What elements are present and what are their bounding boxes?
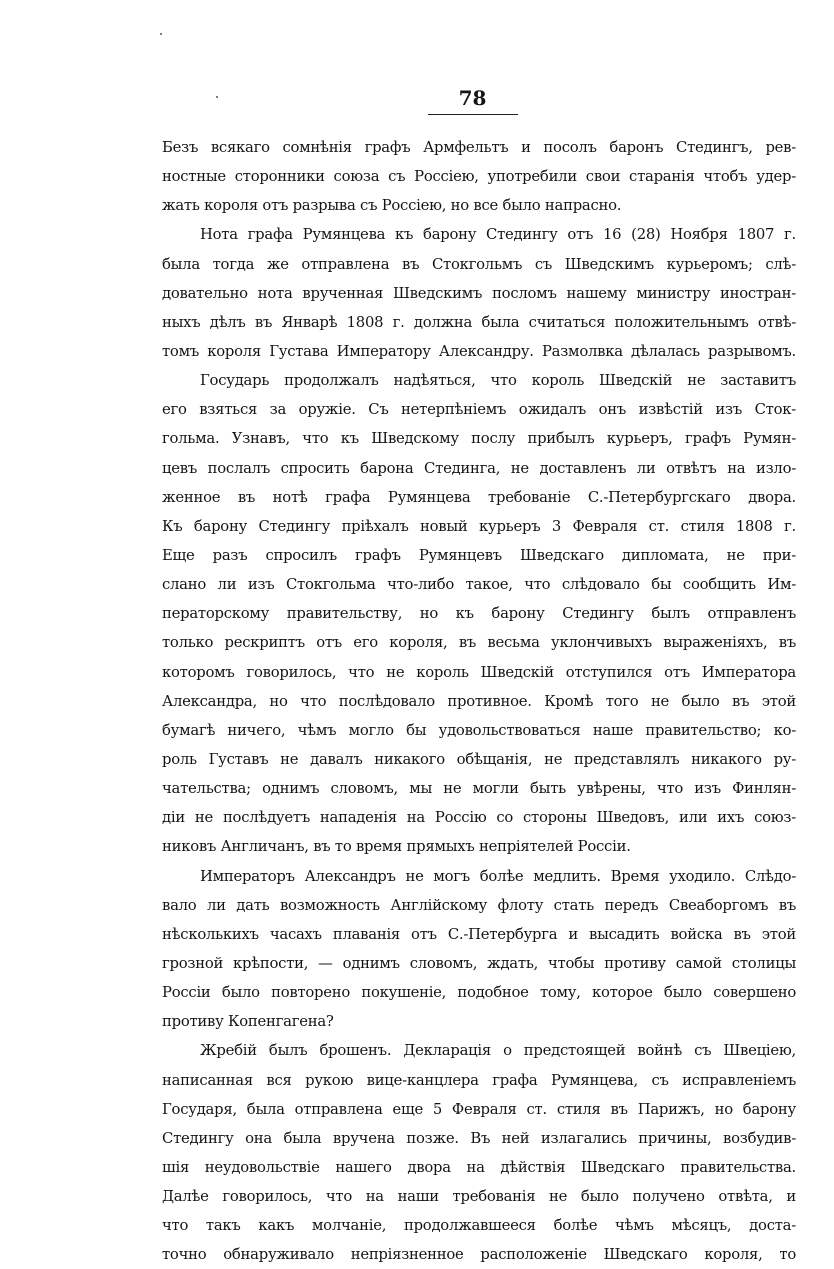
text-line: ностные сторонники союза съ Россіею, употребили свои старанія чтобъ удер- <box>162 168 796 186</box>
text-line: никовъ Англичанъ, въ то время прямыхъ непріятелей Россіи. <box>162 838 631 856</box>
text-line: бумагѣ ничего, чѣмъ могло бы удовольствоваться наше правительство; ко- <box>162 721 796 739</box>
text-line: Еще разъ спросилъ графъ Румянцевъ Шведскаго дипломата, не при- <box>162 546 796 564</box>
text-line: Нота графа Румянцева къ барону Стедингу отъ 16 (28) Ноября 1807 г. <box>200 226 796 244</box>
text-line: что такъ какъ молчаніе, продолжавшееся болѣе чѣмъ мѣсяцъ, доста- <box>162 1217 796 1235</box>
text-line: слано ли изъ Стокгольма что-либо такое, что слѣдовало бы сообщить Им- <box>162 576 796 594</box>
text-line: вало ли дать возможность Англійскому флоту стать передъ Свеаборгомъ въ <box>162 896 796 914</box>
text-line: его взяться за оружіе. Съ нетерпѣніемъ ожидалъ онъ извѣстій изъ Сток- <box>162 401 796 419</box>
text-line: Государя, была отправлена еще 5 Февраля ст. стиля въ Парижъ, но барону <box>162 1100 796 1118</box>
text-line: жать короля отъ разрыва съ Россіею, но все было напрасно. <box>162 197 622 215</box>
text-line: шія неудовольствіе нашего двора на дѣйствія Шведскаго правительства. <box>162 1158 796 1176</box>
text-line: ператорскому правительству, но къ барону Стедингу былъ отправленъ <box>162 605 796 623</box>
text-line: Государь продолжалъ надѣяться, что король Шведскій не заставитъ <box>200 372 796 390</box>
text-line: Россіи было повторено покушеніе, подобное тому, которое было совершено <box>162 984 796 1002</box>
text-line: Безъ всякаго сомнѣнія графъ Армфельтъ и посолъ баронъ Стедингъ, рев- <box>162 139 796 156</box>
text-line: Далѣе говорилось, что на наши требованія не было получено отвѣта, и <box>162 1188 796 1206</box>
text-line: которомъ говорилось, что не король Шведскій отступился отъ Императора <box>162 663 796 681</box>
text-line: нѣсколькихъ часахъ плаванія отъ С.-Петербурга и высадить войска въ этой <box>162 925 796 943</box>
text-line: ныхъ дѣлъ въ Январѣ 1808 г. должна была считаться положительнымъ отвѣ- <box>162 313 796 331</box>
text-line: довательно нота врученная Шведскимъ посломъ нашему министру иностран- <box>162 284 796 302</box>
text-line: гольма. Узнавъ, что къ Шведскому послу прибылъ курьеръ, графъ Румян- <box>162 430 796 448</box>
text-line: была тогда же отправлена въ Стокгольмъ съ Шведскимъ курьеромъ; слѣ- <box>162 255 796 273</box>
page-number-rule <box>428 114 518 115</box>
text-line: роль Густавъ не давалъ никакого обѣщанія, не представлялъ никакого ру- <box>162 750 796 768</box>
text-line: Императоръ Александръ не могъ болѣе медлить. Время уходило. Слѣдо- <box>200 867 796 885</box>
text-line: Къ барону Стедингу пріѣхалъ новый курьеръ 3 Февраля ст. стиля 1808 г. <box>162 517 796 535</box>
text-line: точно обнаруживало непріязненное расположеніе Шведскаго короля, то <box>162 1246 796 1264</box>
text-line: противу Копенгагена? <box>162 1013 334 1031</box>
scan-speck <box>216 96 218 98</box>
text-line: чательства; однимъ словомъ, мы не могли быть увѣрены, что изъ Финлян- <box>162 780 796 798</box>
text-line: только рескриптъ отъ его короля, въ весьма уклончивыхъ выраженіяхъ, въ <box>162 634 796 652</box>
text-line: цевъ послалъ спросить барона Стединга, не доставленъ ли отвѣтъ на изло- <box>162 459 796 477</box>
body-text <box>162 133 796 1269</box>
text-line: Стедингу она была вручена позже. Въ ней излагались причины, возбудив- <box>162 1129 796 1147</box>
scan-speck <box>160 33 162 35</box>
page-number: 78 <box>458 86 487 110</box>
text-line: томъ короля Густава Императору Александру. Размолвка дѣлалась разрывомъ. <box>162 342 796 360</box>
text-line: Жребій былъ брошенъ. Декларація о предстоящей войнѣ съ Швеціею, <box>200 1042 796 1060</box>
text-line: женное въ нотѣ графа Румянцева требованіе С.-Петербургскаго двора. <box>162 488 796 506</box>
text-line: написанная вся рукою вице-канцлера графа Румянцева, съ исправленіемъ <box>162 1071 796 1089</box>
text-line: грозной крѣпости, — однимъ словомъ, ждать, чтобы противу самой столицы <box>162 954 796 972</box>
text-line: діи не послѣдуетъ нападенія на Россію со стороны Шведовъ, или ихъ союз- <box>162 809 796 827</box>
text-line: Александра, но что послѣдовало противное. Кромѣ того не было въ этой <box>162 692 796 710</box>
